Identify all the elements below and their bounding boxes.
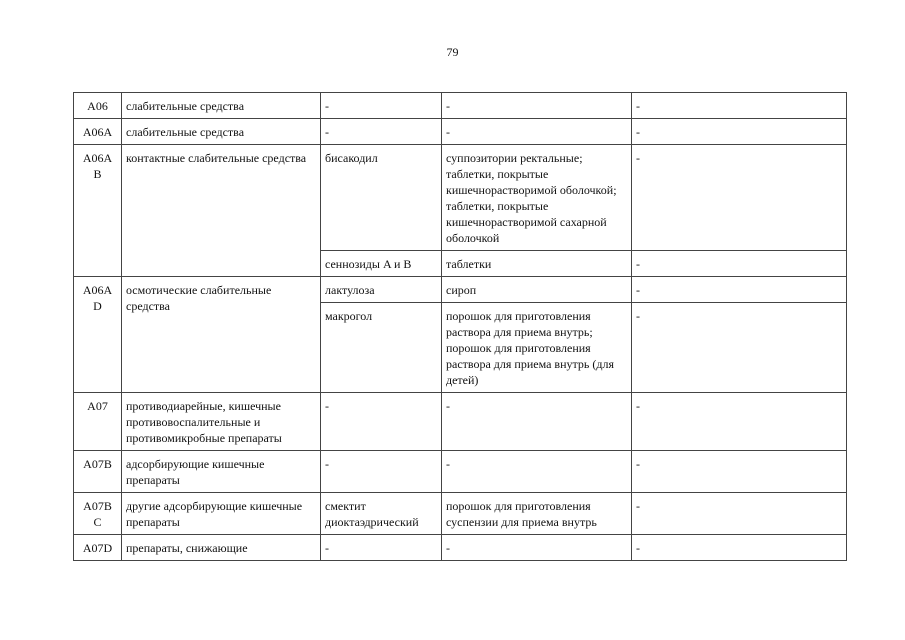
table-row	[74, 451, 847, 493]
note-cell: -	[632, 451, 847, 493]
group-name-cell: противодиарейные, кишечные противовоспалительные и противомикробные препараты	[122, 393, 321, 451]
table-row	[74, 119, 847, 145]
dosage-form-cell: суппозитории ректальные; таблетки, покрытые кишечнорастворимой оболочкой; таблетки, покрытые кишечнорастворимой сахарной оболочкой	[442, 145, 632, 251]
dosage-form-cell: порошок для приготовления суспензии для приема внутрь	[442, 493, 632, 535]
note-cell: -	[632, 535, 847, 561]
note-cell: -	[632, 93, 847, 119]
atc-code-cell: A06	[74, 93, 122, 119]
atc-code-cell: A07	[74, 393, 122, 451]
dosage-form-cell: -	[442, 393, 632, 451]
drug-name-cell: -	[321, 535, 442, 561]
drug-name-cell: лактулоза	[321, 277, 442, 303]
page-number: 79	[446, 45, 459, 59]
atc-code-cell: A07B	[74, 451, 122, 493]
group-name-cell: адсорбирующие кишечные препараты	[122, 451, 321, 493]
group-name-cell: другие адсорбирующие кишечные препараты	[122, 493, 321, 535]
note-cell: -	[632, 493, 847, 535]
drug-name-cell: -	[321, 393, 442, 451]
drug-name-cell: бисакодил	[321, 145, 442, 251]
table-row	[74, 535, 847, 561]
dosage-form-cell: порошок для приготовления раствора для приема внутрь; порошок для приготовления раствора для приема внутрь (для детей)	[442, 303, 632, 393]
group-name-cell: контактные слабительные средства	[122, 145, 321, 277]
dosage-form-cell: -	[442, 119, 632, 145]
atc-code-cell: A06A	[74, 119, 122, 145]
atc-code-cell: A06A D	[74, 277, 122, 393]
table-row	[74, 277, 847, 303]
note-cell: -	[632, 145, 847, 251]
table-row	[74, 493, 847, 535]
table-row	[74, 393, 847, 451]
group-name-cell: препараты, снижающие	[122, 535, 321, 561]
note-cell: -	[632, 303, 847, 393]
group-name-cell: осмотические слабительные средства	[122, 277, 321, 393]
drug-name-cell: сеннозиды A и B	[321, 251, 442, 277]
atc-code-cell: A06A B	[74, 145, 122, 277]
drug-classification-table	[73, 92, 847, 561]
note-cell: -	[632, 393, 847, 451]
drug-name-cell: -	[321, 451, 442, 493]
group-name-cell: слабительные средства	[122, 119, 321, 145]
drug-name-cell: -	[321, 93, 442, 119]
dosage-form-cell: -	[442, 93, 632, 119]
drug-name-cell: -	[321, 119, 442, 145]
drug-name-cell: макрогол	[321, 303, 442, 393]
note-cell: -	[632, 119, 847, 145]
dosage-form-cell: -	[442, 535, 632, 561]
dosage-form-cell: -	[442, 451, 632, 493]
note-cell: -	[632, 277, 847, 303]
drug-name-cell: смектит диоктаэдрический	[321, 493, 442, 535]
atc-code-cell: A07D	[74, 535, 122, 561]
table-row	[74, 93, 847, 119]
note-cell: -	[632, 251, 847, 277]
dosage-form-cell: таблетки	[442, 251, 632, 277]
table-row	[74, 145, 847, 251]
group-name-cell: слабительные средства	[122, 93, 321, 119]
atc-code-cell: A07B C	[74, 493, 122, 535]
dosage-form-cell: сироп	[442, 277, 632, 303]
